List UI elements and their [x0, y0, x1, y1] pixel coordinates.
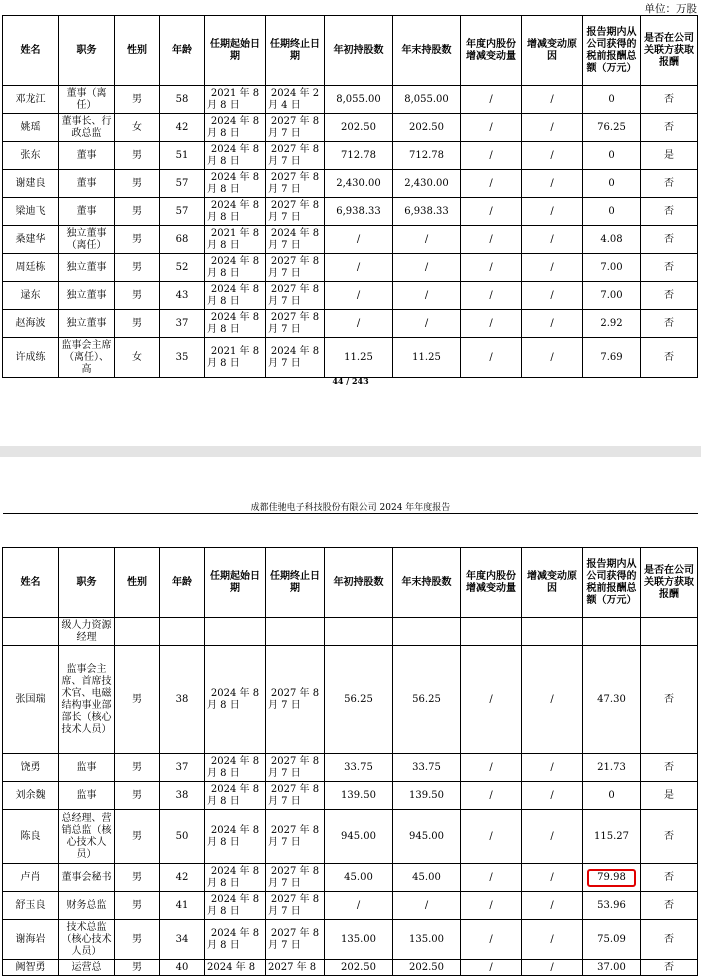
- share-change-cell: /: [461, 892, 522, 920]
- table-row: [3, 920, 698, 960]
- opening-shares-cell: 6,938.33: [325, 198, 393, 226]
- header-compensation: 报告期内从公司获得的税前报酬总额（万元）: [583, 16, 641, 86]
- header-term-end: 任期终止日期: [266, 16, 325, 86]
- opening-shares-cell: /: [325, 282, 393, 310]
- header-divider: [3, 513, 698, 514]
- term-end-cell: 2027 年 8 月 7 日: [266, 892, 325, 920]
- age-cell: 37: [160, 310, 205, 338]
- term-end-cell: 2027 年 8 月 7 日: [266, 282, 325, 310]
- term-start-cell: 2024 年 8 月 8 日: [205, 310, 266, 338]
- term-start-cell: 2024 年 8 月 8 日: [205, 646, 266, 754]
- term-start-cell: 2021 年 8 月 8 日: [205, 338, 266, 378]
- gender-cell: 男: [115, 960, 160, 976]
- gender-cell: 女: [115, 338, 160, 378]
- name-cell: 桑建华: [3, 226, 59, 254]
- change-reason-cell: /: [522, 920, 583, 960]
- name-cell: 卢肖: [3, 864, 59, 892]
- share-change-cell: /: [461, 114, 522, 142]
- closing-shares-cell: 33.75: [393, 754, 461, 782]
- change-reason-cell: /: [522, 282, 583, 310]
- related-party-cell: 否: [641, 960, 698, 976]
- header-age: 年龄: [160, 16, 205, 86]
- gender-cell: 男: [115, 198, 160, 226]
- compensation-cell: 4.08: [583, 226, 641, 254]
- share-change-cell: /: [461, 170, 522, 198]
- change-reason-cell: /: [522, 892, 583, 920]
- closing-shares-cell: 139.50: [393, 782, 461, 810]
- term-end-cell: 2024 年 8 月 7 日: [266, 338, 325, 378]
- executive-table-page-1: [2, 15, 698, 378]
- executive-table-page-2: [2, 547, 698, 976]
- table-row: [3, 310, 698, 338]
- compensation-cell: 76.25: [583, 114, 641, 142]
- compensation-cell: 0: [583, 86, 641, 114]
- change-reason-cell: /: [522, 338, 583, 378]
- compensation-cell: 37.00: [583, 960, 641, 976]
- compensation-cell: 7.69: [583, 338, 641, 378]
- table-row: [3, 960, 698, 976]
- term-end-cell: 2027 年 8 月 7 日: [266, 198, 325, 226]
- compensation-cell: 115.27: [583, 810, 641, 864]
- related-party-cell: [641, 618, 698, 646]
- closing-shares-cell: 135.00: [393, 920, 461, 960]
- term-start-cell: 2024 年 8 月 8 日: [205, 170, 266, 198]
- position-cell: 总经理、营销总监（核心技术人员）: [59, 810, 115, 864]
- gender-cell: 男: [115, 782, 160, 810]
- header-related-party: 是否在公司关联方获取报酬: [641, 16, 698, 86]
- closing-shares-cell: 6,938.33: [393, 198, 461, 226]
- term-start-cell: 2024 年 8 月 8 日: [205, 892, 266, 920]
- gender-cell: [115, 618, 160, 646]
- header-change-reason: 增减变动原因: [522, 548, 583, 618]
- change-reason-cell: /: [522, 170, 583, 198]
- closing-shares-cell: 712.78: [393, 142, 461, 170]
- term-start-cell: [205, 618, 266, 646]
- header-term-start: 任期起始日期: [205, 548, 266, 618]
- header-position: 职务: [59, 548, 115, 618]
- closing-shares-cell: /: [393, 310, 461, 338]
- term-end-cell: 2027 年 8 月 7 日: [266, 114, 325, 142]
- term-end-cell: 2027 年 8 月 7 日: [266, 142, 325, 170]
- name-cell: 阙智勇: [3, 960, 59, 976]
- name-cell: 谢建良: [3, 170, 59, 198]
- position-cell: 监事会主席、首席技术官、电磁结构事业部部长（核心技术人员）: [59, 646, 115, 754]
- position-cell: 财务总监: [59, 892, 115, 920]
- share-change-cell: /: [461, 282, 522, 310]
- table-row: [3, 254, 698, 282]
- compensation-cell: 0: [583, 198, 641, 226]
- age-cell: 34: [160, 920, 205, 960]
- opening-shares-cell: 11.25: [325, 338, 393, 378]
- age-cell: 51: [160, 142, 205, 170]
- change-reason-cell: /: [522, 142, 583, 170]
- term-start-cell: 2021 年 8 月 8 日: [205, 226, 266, 254]
- term-end-cell: 2027 年 8 月 7 日: [266, 864, 325, 892]
- compensation-cell: 53.96: [583, 892, 641, 920]
- related-party-cell: 否: [641, 254, 698, 282]
- compensation-cell: 7.00: [583, 282, 641, 310]
- share-change-cell: /: [461, 142, 522, 170]
- term-end-cell: 2024 年 2 月 4 日: [266, 86, 325, 114]
- related-party-cell: 是: [641, 782, 698, 810]
- opening-shares-cell: /: [325, 310, 393, 338]
- gender-cell: 男: [115, 920, 160, 960]
- share-change-cell: /: [461, 810, 522, 864]
- table-row: [3, 754, 698, 782]
- change-reason-cell: /: [522, 114, 583, 142]
- related-party-cell: 否: [641, 114, 698, 142]
- closing-shares-cell: 11.25: [393, 338, 461, 378]
- term-start-cell: 2024 年 8: [205, 960, 266, 976]
- position-cell: 独立董事: [59, 254, 115, 282]
- change-reason-cell: /: [522, 646, 583, 754]
- header-row: [3, 16, 698, 86]
- share-change-cell: /: [461, 226, 522, 254]
- header-name: 姓名: [3, 548, 59, 618]
- position-cell: 董事: [59, 198, 115, 226]
- opening-shares-cell: 139.50: [325, 782, 393, 810]
- share-change-cell: /: [461, 864, 522, 892]
- unit-label: 单位：万股: [644, 3, 697, 15]
- gender-cell: 男: [115, 310, 160, 338]
- closing-shares-cell: /: [393, 892, 461, 920]
- name-cell: 周廷栋: [3, 254, 59, 282]
- table-row: [3, 646, 698, 754]
- related-party-cell: 否: [641, 646, 698, 754]
- related-party-cell: 否: [641, 86, 698, 114]
- header-share-change: 年度内股份增减变动量: [461, 16, 522, 86]
- related-party-cell: 是: [641, 142, 698, 170]
- change-reason-cell: /: [522, 254, 583, 282]
- related-party-cell: 否: [641, 338, 698, 378]
- gender-cell: 男: [115, 892, 160, 920]
- age-cell: 41: [160, 892, 205, 920]
- opening-shares-cell: 712.78: [325, 142, 393, 170]
- compensation-cell: 0: [583, 170, 641, 198]
- change-reason-cell: [522, 618, 583, 646]
- age-cell: 38: [160, 646, 205, 754]
- term-start-cell: 2024 年 8 月 8 日: [205, 754, 266, 782]
- opening-shares-cell: 33.75: [325, 754, 393, 782]
- gender-cell: 男: [115, 226, 160, 254]
- position-cell: 董事长、行政总监: [59, 114, 115, 142]
- position-cell: 独立董事: [59, 310, 115, 338]
- closing-shares-cell: 945.00: [393, 810, 461, 864]
- term-start-cell: 2024 年 8 月 8 日: [205, 198, 266, 226]
- opening-shares-cell: 202.50: [325, 960, 393, 976]
- term-end-cell: 2024 年 8 月 7 日: [266, 226, 325, 254]
- highlighted-compensation: 79.98: [587, 869, 636, 887]
- position-cell: 董事: [59, 142, 115, 170]
- page-number: 44 / 243: [332, 376, 369, 386]
- change-reason-cell: /: [522, 754, 583, 782]
- header-change-reason: 增减变动原因: [522, 16, 583, 86]
- opening-shares-cell: 202.50: [325, 114, 393, 142]
- name-cell: 刘余魏: [3, 782, 59, 810]
- opening-shares-cell: 2,430.00: [325, 170, 393, 198]
- opening-shares-cell: 45.00: [325, 864, 393, 892]
- share-change-cell: /: [461, 920, 522, 960]
- gender-cell: 男: [115, 754, 160, 782]
- gender-cell: 男: [115, 86, 160, 114]
- name-cell: 梁迪飞: [3, 198, 59, 226]
- term-start-cell: 2024 年 8 月 8 日: [205, 864, 266, 892]
- age-cell: 35: [160, 338, 205, 378]
- header-position: 职务: [59, 16, 115, 86]
- closing-shares-cell: /: [393, 282, 461, 310]
- age-cell: 50: [160, 810, 205, 864]
- header-related-party: 是否在公司关联方获取报酬: [641, 548, 698, 618]
- position-cell: 级人力资源经理: [59, 618, 115, 646]
- page-header: 成都佳驰电子科技股份有限公司 2024 年年度报告: [250, 503, 451, 513]
- compensation-cell: [583, 618, 641, 646]
- change-reason-cell: /: [522, 310, 583, 338]
- opening-shares-cell: /: [325, 254, 393, 282]
- age-cell: 43: [160, 282, 205, 310]
- opening-shares-cell: [325, 618, 393, 646]
- change-reason-cell: /: [522, 198, 583, 226]
- header-term-end: 任期终止日期: [266, 548, 325, 618]
- gender-cell: 男: [115, 254, 160, 282]
- opening-shares-cell: /: [325, 892, 393, 920]
- related-party-cell: 否: [641, 198, 698, 226]
- position-cell: 董事会秘书: [59, 864, 115, 892]
- change-reason-cell: /: [522, 810, 583, 864]
- term-end-cell: 2027 年 8: [266, 960, 325, 976]
- term-start-cell: 2024 年 8 月 8 日: [205, 810, 266, 864]
- name-cell: 谢海岩: [3, 920, 59, 960]
- share-change-cell: /: [461, 646, 522, 754]
- term-end-cell: 2027 年 8 月 7 日: [266, 810, 325, 864]
- table-row: [3, 810, 698, 864]
- term-start-cell: 2024 年 8 月 8 日: [205, 254, 266, 282]
- name-cell: 陈良: [3, 810, 59, 864]
- gender-cell: 男: [115, 282, 160, 310]
- related-party-cell: 否: [641, 754, 698, 782]
- related-party-cell: 否: [641, 282, 698, 310]
- header-closing-shares: 年末持股数: [393, 16, 461, 86]
- header-closing-shares: 年末持股数: [393, 548, 461, 618]
- age-cell: 52: [160, 254, 205, 282]
- header-share-change: 年度内股份增减变动量: [461, 548, 522, 618]
- term-end-cell: 2027 年 8 月 7 日: [266, 310, 325, 338]
- term-start-cell: 2024 年 8 月 8 日: [205, 142, 266, 170]
- name-cell: 饶勇: [3, 754, 59, 782]
- term-start-cell: 2024 年 8 月 8 日: [205, 920, 266, 960]
- age-cell: 40: [160, 960, 205, 976]
- table-row: [3, 892, 698, 920]
- share-change-cell: [461, 618, 522, 646]
- page-gap: [0, 446, 701, 457]
- header-opening-shares: 年初持股数: [325, 548, 393, 618]
- table-row: [3, 198, 698, 226]
- term-end-cell: 2027 年 8 月 7 日: [266, 646, 325, 754]
- table-row: [3, 338, 698, 378]
- header-name: 姓名: [3, 16, 59, 86]
- position-cell: 运营总: [59, 960, 115, 976]
- age-cell: 42: [160, 864, 205, 892]
- table-row: [3, 86, 698, 114]
- position-cell: 董事: [59, 170, 115, 198]
- opening-shares-cell: 56.25: [325, 646, 393, 754]
- table-row: [3, 864, 698, 892]
- table-row: [3, 618, 698, 646]
- closing-shares-cell: /: [393, 226, 461, 254]
- term-start-cell: 2024 年 8 月 8 日: [205, 282, 266, 310]
- age-cell: 38: [160, 782, 205, 810]
- related-party-cell: 否: [641, 170, 698, 198]
- position-cell: 监事会主席（离任）、高: [59, 338, 115, 378]
- related-party-cell: 否: [641, 920, 698, 960]
- position-cell: 技术总监（核心技术人员）: [59, 920, 115, 960]
- closing-shares-cell: 202.50: [393, 960, 461, 976]
- compensation-cell: [583, 864, 641, 892]
- position-cell: 独立董事: [59, 282, 115, 310]
- share-change-cell: /: [461, 254, 522, 282]
- related-party-cell: 否: [641, 310, 698, 338]
- header-row: [3, 548, 698, 618]
- table-row: [3, 782, 698, 810]
- header-compensation: 报告期内从公司获得的税前报酬总额（万元）: [583, 548, 641, 618]
- age-cell: 42: [160, 114, 205, 142]
- position-cell: 监事: [59, 782, 115, 810]
- share-change-cell: /: [461, 338, 522, 378]
- name-cell: 舒玉良: [3, 892, 59, 920]
- term-start-cell: 2024 年 8 月 8 日: [205, 782, 266, 810]
- age-cell: [160, 618, 205, 646]
- opening-shares-cell: 945.00: [325, 810, 393, 864]
- header-gender: 性别: [115, 548, 160, 618]
- closing-shares-cell: /: [393, 254, 461, 282]
- term-end-cell: 2027 年 8 月 7 日: [266, 754, 325, 782]
- gender-cell: 男: [115, 864, 160, 892]
- change-reason-cell: /: [522, 226, 583, 254]
- change-reason-cell: /: [522, 960, 583, 976]
- header-opening-shares: 年初持股数: [325, 16, 393, 86]
- compensation-cell: 21.73: [583, 754, 641, 782]
- table-row: [3, 282, 698, 310]
- closing-shares-cell: 45.00: [393, 864, 461, 892]
- closing-shares-cell: 2,430.00: [393, 170, 461, 198]
- closing-shares-cell: 56.25: [393, 646, 461, 754]
- position-cell: 董事（离任）: [59, 86, 115, 114]
- gender-cell: 男: [115, 810, 160, 864]
- term-end-cell: 2027 年 8 月 7 日: [266, 170, 325, 198]
- compensation-cell: 75.09: [583, 920, 641, 960]
- table-row: [3, 114, 698, 142]
- compensation-cell: 47.30: [583, 646, 641, 754]
- closing-shares-cell: 202.50: [393, 114, 461, 142]
- share-change-cell: /: [461, 960, 522, 976]
- share-change-cell: /: [461, 310, 522, 338]
- term-start-cell: 2024 年 8 月 8 日: [205, 114, 266, 142]
- table-row: [3, 142, 698, 170]
- related-party-cell: 否: [641, 892, 698, 920]
- table-row: [3, 226, 698, 254]
- opening-shares-cell: 8,055.00: [325, 86, 393, 114]
- opening-shares-cell: 135.00: [325, 920, 393, 960]
- change-reason-cell: /: [522, 864, 583, 892]
- term-end-cell: [266, 618, 325, 646]
- opening-shares-cell: /: [325, 226, 393, 254]
- age-cell: 68: [160, 226, 205, 254]
- term-end-cell: 2027 年 8 月 7 日: [266, 254, 325, 282]
- name-cell: 逯东: [3, 282, 59, 310]
- name-cell: 赵海波: [3, 310, 59, 338]
- name-cell: 张国瑞: [3, 646, 59, 754]
- gender-cell: 男: [115, 170, 160, 198]
- header-age: 年龄: [160, 548, 205, 618]
- age-cell: 57: [160, 198, 205, 226]
- header-gender: 性别: [115, 16, 160, 86]
- change-reason-cell: /: [522, 782, 583, 810]
- closing-shares-cell: [393, 618, 461, 646]
- header-term-start: 任期起始日期: [205, 16, 266, 86]
- share-change-cell: /: [461, 782, 522, 810]
- related-party-cell: 否: [641, 226, 698, 254]
- age-cell: 58: [160, 86, 205, 114]
- name-cell: 邓龙江: [3, 86, 59, 114]
- term-start-cell: 2021 年 8 月 8 日: [205, 86, 266, 114]
- term-end-cell: 2027 年 8 月 7 日: [266, 782, 325, 810]
- share-change-cell: /: [461, 86, 522, 114]
- term-end-cell: 2027 年 8 月 7 日: [266, 920, 325, 960]
- compensation-cell: 7.00: [583, 254, 641, 282]
- share-change-cell: /: [461, 198, 522, 226]
- gender-cell: 女: [115, 114, 160, 142]
- change-reason-cell: /: [522, 86, 583, 114]
- age-cell: 37: [160, 754, 205, 782]
- table-row: [3, 170, 698, 198]
- related-party-cell: 否: [641, 810, 698, 864]
- closing-shares-cell: 8,055.00: [393, 86, 461, 114]
- name-cell: [3, 618, 59, 646]
- compensation-cell: 0: [583, 142, 641, 170]
- compensation-cell: 0: [583, 782, 641, 810]
- compensation-cell: 2.92: [583, 310, 641, 338]
- name-cell: 姚瑶: [3, 114, 59, 142]
- gender-cell: 男: [115, 142, 160, 170]
- related-party-cell: 否: [641, 864, 698, 892]
- position-cell: 独立董事（离任）: [59, 226, 115, 254]
- name-cell: 许成练: [3, 338, 59, 378]
- age-cell: 57: [160, 170, 205, 198]
- gender-cell: 男: [115, 646, 160, 754]
- share-change-cell: /: [461, 754, 522, 782]
- position-cell: 监事: [59, 754, 115, 782]
- name-cell: 张东: [3, 142, 59, 170]
